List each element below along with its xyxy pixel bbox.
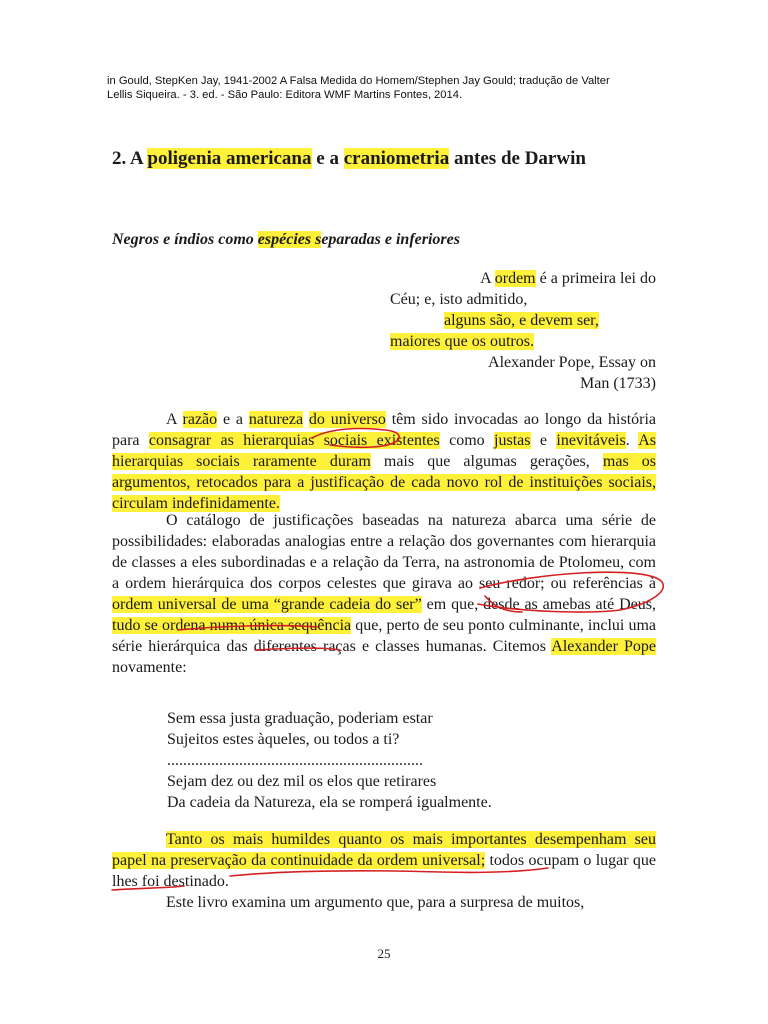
epigraph-line-4 (390, 331, 656, 352)
highlight-humildes: Tanto os mais humildes quanto os mais importantes desempenham seu papel na preservação da continuidade da ordem universal; (112, 831, 656, 869)
text-run: A (166, 411, 183, 428)
poem-quote (167, 708, 567, 813)
paragraph-3 (112, 829, 656, 892)
epigraph-line-1 (390, 268, 656, 289)
text-run: têm sido invocadas ao longo da história para (112, 411, 657, 449)
highlight-inevitaveis: inevitáveis (556, 432, 626, 449)
epigraph-attribution: Alexander Pope, Essay on (488, 354, 656, 371)
highlight-natureza: natureza (248, 411, 304, 428)
section-title-part: Negros e índios como (112, 231, 258, 248)
text-run: em que, desde as amebas até Deus, (421, 596, 656, 613)
chapter-title (112, 146, 672, 172)
chapter-title-part: antes de Darwin (449, 148, 586, 169)
highlight-ordem-universal: ordem universal de uma “grande cadeia do ser” (112, 596, 422, 613)
text-run: que, perto de seu ponto culminante, inclui uma série hierárquica das diferentes raças e classes humanas. Citemos (112, 617, 657, 655)
section-title (112, 229, 672, 251)
paragraph-1 (112, 409, 656, 514)
epigraph-line-2: Céu; e, isto admitido, (390, 291, 528, 308)
poem-line-1: Sem essa justa graduação, poderiam estar (167, 710, 433, 727)
citation (107, 74, 667, 102)
text-run: novamente: (112, 659, 187, 676)
text-run: O catálogo de justificações baseadas na natureza abarca uma série de possibilidades: elaboradas analogias entre a relação dos governantes com hierarquia de classes a eles subordinadas e a relação da Terra, na astronomia de Ptolomeu, com a ordem hierárquica dos corpos celestes que girava ao seu redor; ou referências à (112, 512, 656, 592)
epigraph-attribution-year: Man (1733) (580, 375, 656, 392)
text-run: todos ocupam o lugar que lhes foi destinado. (112, 852, 656, 890)
highlight-consagrar: consagrar as hierarquias sociais existentes (148, 432, 440, 449)
highlight-ordem: ordem (494, 270, 536, 287)
poem-ellipsis: ................................................................ (167, 752, 423, 769)
epigraph (390, 268, 656, 394)
epigraph-text: A (480, 270, 495, 287)
highlight-argumentos: mas os argumentos, retocados para a justificação de cada novo rol de instituições sociais, circulam indefinidamente. (112, 453, 656, 512)
text-run: Este livro examina um argumento que, para a surpresa de muitos, (166, 894, 585, 911)
text-run: e (530, 432, 557, 449)
chapter-title-part: e a (311, 148, 344, 169)
poem-line-4: Da cadeia da Natureza, ela se romperá igualmente. (167, 794, 492, 811)
page-number: 25 (377, 946, 391, 961)
paragraph-2 (112, 510, 656, 678)
text-run: como (439, 432, 495, 449)
highlight-craniometria: craniometria (343, 148, 450, 169)
citation-line-1: in Gould, StepKen Jay, 1941-2002 A Falsa Medida do Homem/Stephen Jay Gould; tradução de Valter (107, 75, 610, 87)
highlight-maiores: maiores que os outros. (390, 333, 534, 350)
highlight-razao: razão (182, 411, 218, 428)
highlight-universo: do universo (308, 411, 386, 428)
highlight-alguns: alguns são, e devem ser, (444, 312, 599, 329)
highlight-justas: justas (494, 432, 531, 449)
text-run: mais que algumas gerações, (370, 453, 603, 470)
chapter-title-part: 2. A (112, 148, 148, 169)
poem-line-2: Sujeitos estes àqueles, ou todos a ti? (167, 731, 400, 748)
text-run: . (625, 432, 639, 449)
highlight-sequencia: tudo se ordena numa única sequência (112, 617, 352, 634)
citation-line-2: Lellis Siqueira. - 3. ed. - São Paulo: Editora WMF Martins Fontes, 2014. (107, 89, 463, 101)
highlight-especies: espécies s (257, 231, 322, 248)
highlight-pope: Alexander Pope (551, 638, 657, 655)
highlight-hierarquias: As hierarquias sociais raramente duram (112, 432, 656, 470)
text-run: e a (217, 411, 249, 428)
epigraph-text: é a primeira lei do (535, 270, 656, 287)
paragraph-4 (112, 892, 656, 913)
section-title-part: eparadas e inferiores (321, 231, 460, 248)
highlight-poligenia: poligenia americana (147, 148, 312, 169)
poem-line-3: Sejam dez ou dez mil os elos que retirares (167, 773, 437, 790)
epigraph-line-3 (390, 310, 656, 331)
